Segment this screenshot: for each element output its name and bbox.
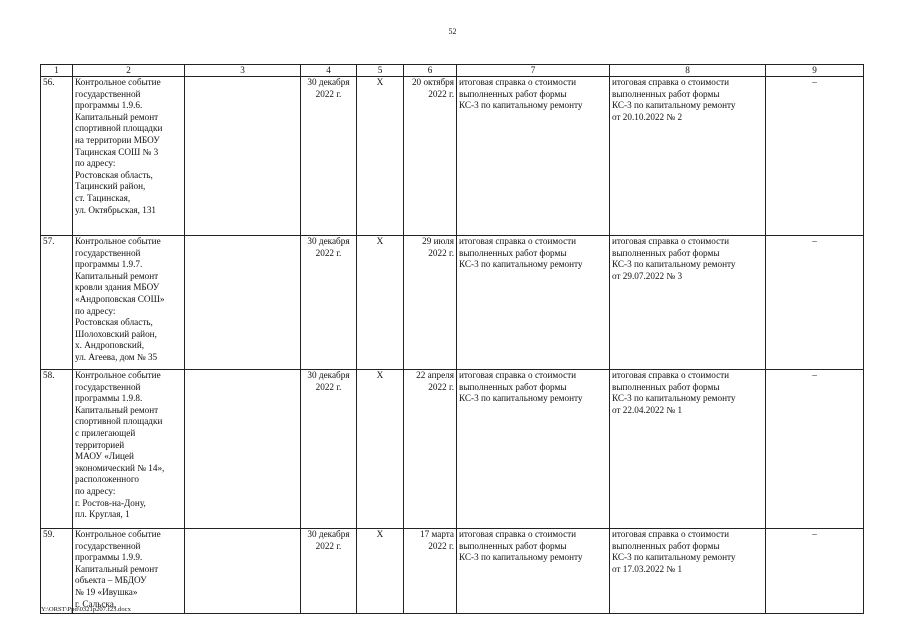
cell-line: КС-3 по капитальному ремонту [459, 259, 583, 270]
cell-line: от 22.04.2022 № 1 [612, 404, 683, 415]
column-header-6: 6 [404, 65, 457, 77]
result-description [610, 529, 766, 614]
cell-line: экономический № 14», [75, 462, 165, 473]
mark-cell: Х [357, 77, 404, 236]
cell-line: 29 июля [422, 236, 454, 246]
report-table [40, 64, 864, 614]
column-header-7: 7 [457, 65, 610, 77]
column-header-1: 1 [41, 65, 73, 77]
cell-line: по адресу: [75, 158, 116, 169]
cell-line: итоговая справка о стоимости [612, 77, 730, 87]
cell-line: территорией [75, 439, 125, 450]
cell-line: ул. Октябрьская, 131 [75, 204, 157, 215]
cell-line: от 17.03.2022 № 1 [612, 563, 683, 574]
cell-line: Капитальный ремонт [75, 111, 159, 122]
cell-line: государственной [75, 540, 141, 551]
cell-line: итоговая справка о стоимости [459, 370, 577, 380]
cell-line: х. Андроповский, [75, 340, 145, 351]
cell-line: Шолоховский район, [75, 328, 157, 339]
column-header-8: 8 [610, 65, 766, 77]
cell-line: итоговая справка о стоимости [459, 236, 577, 246]
fact-date [404, 529, 457, 614]
plan-date [301, 529, 357, 614]
responsible-cell [185, 77, 301, 236]
cell-line: выполненных работ формы [612, 88, 720, 99]
column-header-3: 3 [185, 65, 301, 77]
cell-line: от 20.10.2022 № 2 [612, 111, 683, 122]
cell-line: КС-3 по капитальному ремонту [612, 100, 736, 111]
column-header-9: 9 [766, 65, 864, 77]
cell-line: объекта – МБДОУ [75, 575, 147, 586]
header-row [41, 65, 864, 77]
cell-line: КС-3 по капитальному ремонту [459, 393, 583, 404]
result-description [610, 236, 766, 370]
note-cell: – [766, 77, 864, 236]
cell-line: выполненных работ формы [459, 381, 567, 392]
document-description [457, 370, 610, 529]
note-cell: – [766, 370, 864, 529]
cell-line: выполненных работ формы [459, 247, 567, 258]
responsible-cell [185, 529, 301, 614]
cell-line: 2022 г. [315, 540, 342, 551]
cell-line: государственной [75, 381, 141, 392]
cell-line: по адресу: [75, 305, 116, 316]
cell-line: 2022 г. [428, 381, 454, 392]
note-cell: – [766, 529, 864, 614]
event-name [73, 529, 185, 614]
cell-line: КС-3 по капитальному ремонту [612, 552, 736, 563]
cell-line: расположенного [75, 474, 139, 485]
document-description [457, 529, 610, 614]
cell-line: № 19 «Ивушка» [75, 586, 138, 597]
cell-line: Контрольное событие [75, 77, 161, 87]
column-header-2: 2 [73, 65, 185, 77]
result-description [610, 370, 766, 529]
cell-line: 30 декабря [307, 529, 350, 539]
cell-line: Капитальный ремонт [75, 270, 159, 281]
cell-line: итоговая справка о стоимости [459, 529, 577, 539]
table-row [41, 529, 864, 614]
cell-line: программы 1.9.8. [75, 393, 143, 404]
cell-line: Тацинская СОШ № 3 [75, 146, 159, 157]
cell-line: КС-3 по капитальному ремонту [459, 552, 583, 563]
cell-line: государственной [75, 247, 141, 258]
table-row [41, 370, 864, 529]
cell-line: 30 декабря [307, 236, 350, 246]
cell-line: 2022 г. [428, 247, 454, 258]
column-header-4: 4 [301, 65, 357, 77]
mark-cell: Х [357, 236, 404, 370]
cell-line: 2022 г. [315, 247, 342, 258]
cell-line: г. Ростов-на-Дону, [75, 497, 146, 508]
file-path: Y:\ORST\Ppd\0321p207.f23.docx [41, 606, 131, 613]
cell-line: выполненных работ формы [459, 540, 567, 551]
mark-cell: Х [357, 370, 404, 529]
mark-cell: Х [357, 529, 404, 614]
cell-line: спортивной площадки [75, 123, 163, 134]
row-number: 57. [41, 236, 73, 370]
cell-line: Контрольное событие [75, 370, 161, 380]
cell-line: итоговая справка о стоимости [612, 529, 730, 539]
cell-line: выполненных работ формы [612, 540, 720, 551]
cell-line: 2022 г. [428, 540, 454, 551]
cell-line: программы 1.9.6. [75, 100, 143, 111]
responsible-cell [185, 370, 301, 529]
cell-line: ст. Тацинская, [75, 192, 131, 203]
cell-line: государственной [75, 88, 141, 99]
cell-line: Контрольное событие [75, 236, 161, 246]
cell-line: «Андроповская СОШ» [75, 293, 165, 304]
row-number: 59. [41, 529, 73, 614]
cell-line: КС-3 по капитальному ремонту [612, 393, 736, 404]
cell-line: выполненных работ формы [612, 381, 720, 392]
cell-line: по адресу: [75, 485, 116, 496]
plan-date [301, 370, 357, 529]
cell-line: Тацинский район, [75, 181, 146, 192]
event-name [73, 77, 185, 236]
cell-line: с прилегающей [75, 427, 136, 438]
event-name [73, 370, 185, 529]
cell-line: Контрольное событие [75, 529, 161, 539]
cell-line: 30 декабря [307, 77, 350, 87]
cell-line: итоговая справка о стоимости [459, 77, 577, 87]
cell-line: 20 октября [411, 77, 454, 87]
cell-line: 2022 г. [315, 88, 342, 99]
cell-line: пл. Круглая, 1 [75, 509, 130, 520]
fact-date [404, 236, 457, 370]
cell-line: 2022 г. [315, 381, 342, 392]
note-cell: – [766, 236, 864, 370]
document-description [457, 77, 610, 236]
responsible-cell [185, 236, 301, 370]
cell-line: г. Сальска, [75, 598, 117, 609]
table-row [41, 77, 864, 236]
row-number: 58. [41, 370, 73, 529]
cell-line: 17 марта [420, 529, 454, 539]
cell-line: МАОУ «Лицей [75, 451, 134, 462]
cell-line: 30 декабря [307, 370, 350, 380]
cell-line: итоговая справка о стоимости [612, 370, 730, 380]
cell-line: программы 1.9.9. [75, 552, 143, 563]
cell-line: Ростовская область, [75, 317, 153, 328]
page-number: 52 [448, 27, 457, 36]
document-description [457, 236, 610, 370]
plan-date [301, 77, 357, 236]
table-body [41, 77, 864, 614]
cell-line: ул. Агеева, дом № 35 [75, 351, 158, 362]
cell-line: Ростовская область, [75, 169, 153, 180]
cell-line: спортивной площадки [75, 416, 163, 427]
cell-line: от 29.07.2022 № 3 [612, 270, 683, 281]
cell-line: кровли здания МБОУ [75, 282, 160, 293]
cell-line: 22 апреля [416, 370, 454, 380]
cell-line: Капитальный ремонт [75, 404, 159, 415]
result-description [610, 77, 766, 236]
table-row [41, 236, 864, 370]
cell-line: КС-3 по капитальному ремонту [459, 100, 583, 111]
row-number: 56. [41, 77, 73, 236]
cell-line: итоговая справка о стоимости [612, 236, 730, 246]
column-header-5: 5 [357, 65, 404, 77]
event-name [73, 236, 185, 370]
cell-line: на территории МБОУ [75, 134, 160, 145]
fact-date [404, 370, 457, 529]
cell-line: 2022 г. [428, 88, 454, 99]
cell-line: выполненных работ формы [612, 247, 720, 258]
cell-line: КС-3 по капитальному ремонту [612, 259, 736, 270]
plan-date [301, 236, 357, 370]
cell-line: Капитальный ремонт [75, 563, 159, 574]
cell-line: программы 1.9.7. [75, 259, 143, 270]
fact-date [404, 77, 457, 236]
cell-line: выполненных работ формы [459, 88, 567, 99]
